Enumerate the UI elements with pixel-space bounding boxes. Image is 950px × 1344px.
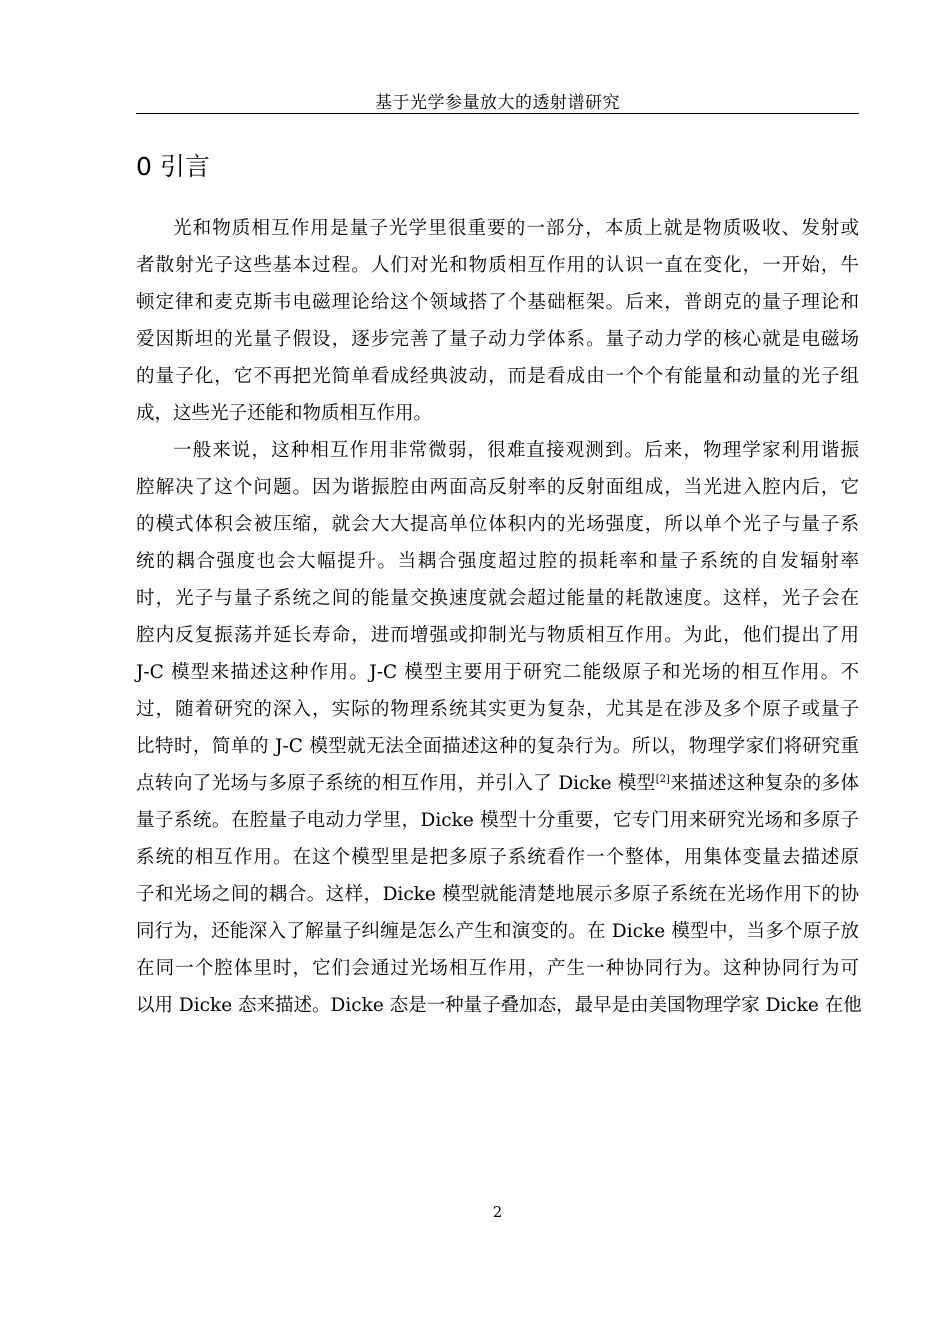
paragraph-2-line-15: 在同一个腔体里时，它们会通过光场相互作用，产生一种协同行为。这种协同行为可 [136, 958, 859, 979]
paragraph-2-line-14: 同行为，还能深入了解量子纠缠是怎么产生和演变的。在 Dicke 模型中，当多个原子放 [136, 921, 859, 942]
paragraph-1-line-5: 的量子化，它不再把光简单看成经典波动，而是看成由一个个有能量和动量的光子组 [136, 366, 859, 387]
cite-line-before: 点转向了光场与多原子系统的相互作用，并引入了 Dicke 模型 [136, 773, 656, 794]
paragraph-1-line-1: 光和物质相互作用是量子光学里很重要的一部分，本质上就是物质吸收、发射或 [173, 218, 859, 239]
paragraph-2-line-8: 过，随着研究的深入，实际的物理系统其实更为复杂，尤其是在涉及多个原子或量子 [136, 699, 859, 720]
paragraph-1-line-6: 成，这些光子还能和物质相互作用。 [136, 403, 433, 424]
paragraph-1-line-3: 顿定律和麦克斯韦电磁理论给这个领域搭了个基础框架。后来，普朗克的量子理论和 [136, 292, 859, 313]
paragraph-2-line-5: 时，光子与量子系统之间的能量交换速度就会超过能量的耗散速度。这样，光子会在 [136, 588, 859, 609]
paragraph-1-line-4: 爱因斯坦的光量子假设，逐步完善了量子动力学体系。量子动力学的核心就是电磁场 [136, 329, 859, 350]
paragraph-2-line-10 [136, 765, 859, 802]
paragraph-2-line-2: 腔解决了这个问题。因为谐振腔由两面高反射率的反射面组成，当光进入腔内后，它 [136, 477, 859, 498]
citation-marker: [2] [655, 774, 670, 785]
paragraph-2-line-16: 以用 Dicke 态来描述。Dicke 态是一种量子叠加态，最早是由美国物理学家 Dicke 在他 [136, 995, 862, 1016]
paragraph-2-line-11: 量子系统。在腔量子电动力学里，Dicke 模型十分重要，它专门用来研究光场和多原子 [136, 810, 859, 831]
paragraph-2-line-13: 子和光场之间的耦合。这样，Dicke 模型就能清楚地展示多原子系统在光场作用下的协 [136, 884, 859, 905]
paragraph-2-line-9: 比特时，简单的 J-C 模型就无法全面描述这种的复杂行为。所以，物理学家们将研究重 [136, 736, 859, 757]
page-number: 2 [492, 1203, 503, 1221]
cite-line-after: 来描述这种复杂的多体 [669, 773, 859, 794]
section-heading: 0 引言 [136, 152, 210, 181]
running-header: 基于光学参量放大的透射谱研究 [375, 93, 620, 113]
paragraph-2-line-6: 腔内反复振荡并延长寿命，进而增强或抑制光与物质相互作用。为此，他们提出了用 [136, 625, 859, 646]
body-text [136, 210, 862, 1024]
paragraph-2-line-3: 的模式体积会被压缩，就会大大提高单位体积内的光场强度，所以单个光子与量子系 [136, 514, 859, 535]
paragraph-2-line-7: J-C 模型来描述这种作用。J-C 模型主要用于研究二能级原子和光场的相互作用。不 [136, 662, 859, 683]
paragraph-1-line-2: 者散射光子这些基本过程。人们对光和物质相互作用的认识一直在变化，一开始，牛 [136, 255, 859, 276]
paragraph-2-line-4: 统的耦合强度也会大幅提升。当耦合强度超过腔的损耗率和量子系统的自发辐射率 [136, 551, 859, 572]
header-rule [136, 113, 859, 114]
paragraph-2-line-12: 系统的相互作用。在这个模型里是把多原子系统看作一个整体，用集体变量去描述原 [136, 847, 859, 868]
paragraph-2-line-1: 一般来说，这种相互作用非常微弱，很难直接观测到。后来，物理学家利用谐振 [173, 440, 859, 461]
